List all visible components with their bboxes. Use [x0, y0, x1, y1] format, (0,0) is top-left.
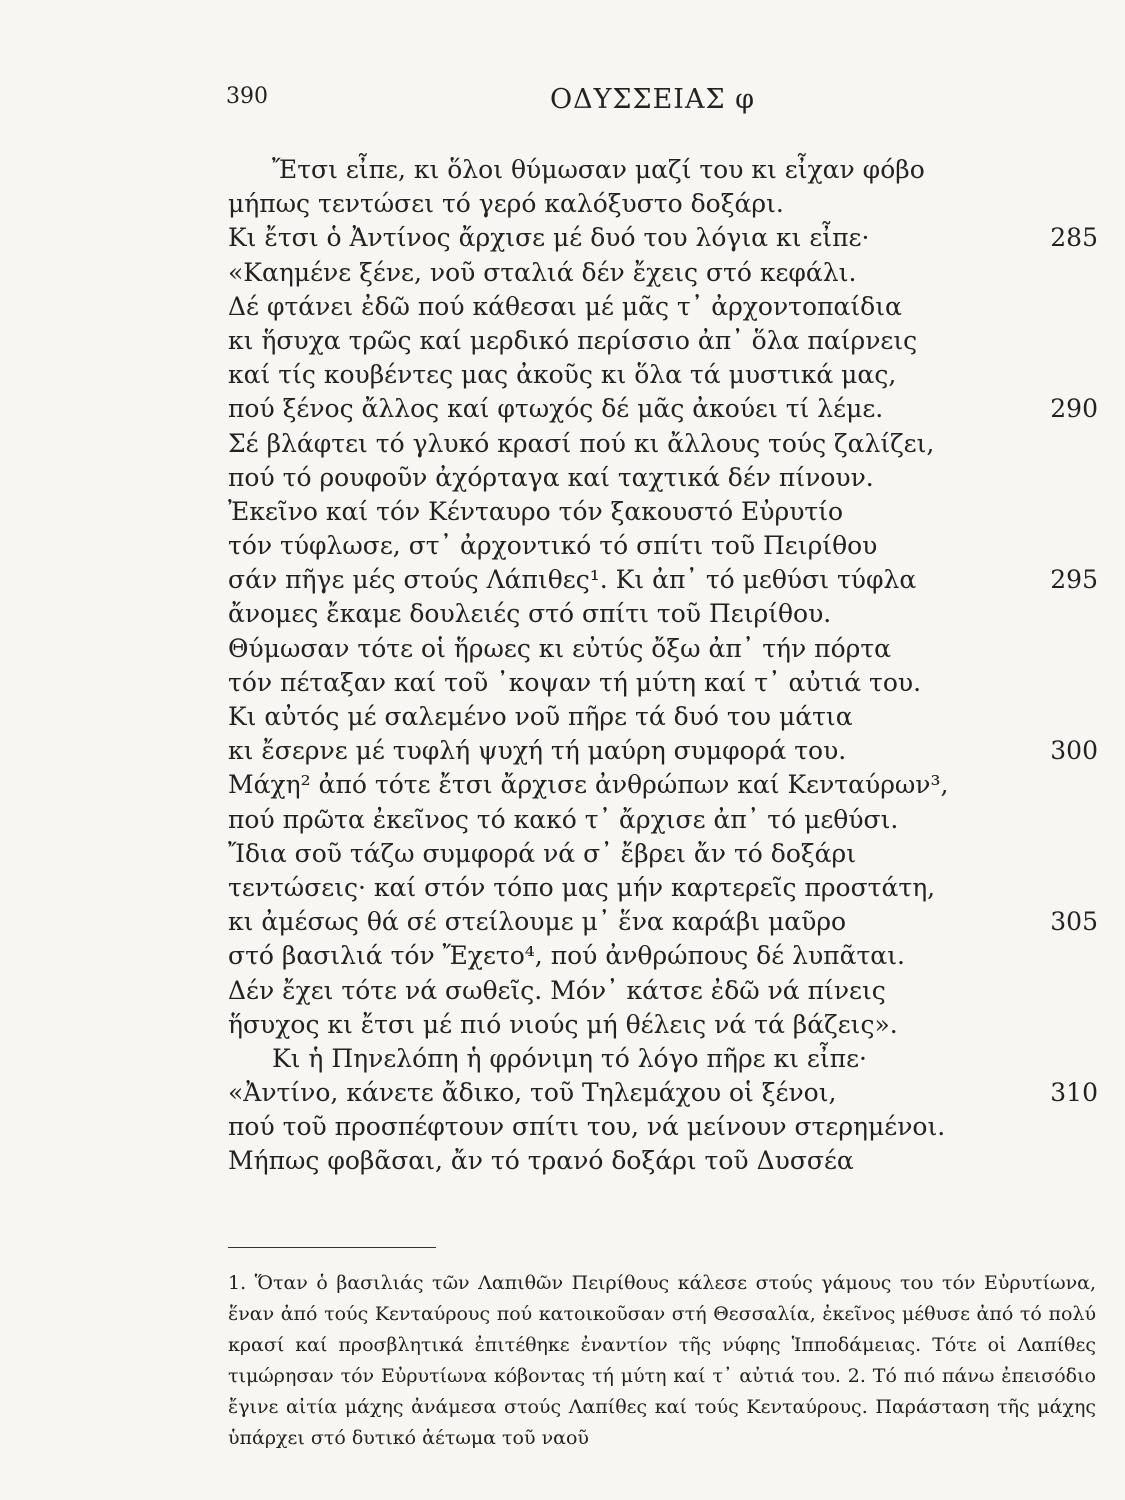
line-number: 290: [1050, 394, 1098, 424]
verse-line: [228, 939, 1098, 973]
verse-text: σάν πῆγε μές στούς Λάπιθες¹. Κι ἀπ᾽ τό μεθύσι τύφλα: [228, 565, 917, 595]
verse-text: Κι ἡ Πηνελόπη ἡ φρόνιμη τό λόγο πῆρε κι εἶπε·: [272, 1043, 868, 1073]
verse-line: [228, 905, 1098, 939]
verse-text: τόν τύφλωσε, στ᾽ ἀρχοντικό τό σπίτι τοῦ Πειρίθου: [228, 531, 878, 561]
verse-line: [228, 427, 1098, 461]
verse-line: [228, 1076, 1098, 1110]
footnote-text: 1. Ὅταν ὁ βασιλιάς τῶν Λαπιθῶν Πειρίθους κάλεσε στούς γάμους του τόν Εὐρυτίωνα, ἕναν ἀπό τούς Κενταύρους πού κατοικοῦσαν στή Θεσσαλία, ἐκεῖνος μέθυσε ἀπό τό πολύ κρασί καί προσβλητικά ἐπιτέθηκε ἐναντίον τῆς νύφης Ἱπποδάμειας. Τότε οἱ Λαπίθες τιμώρησαν τόν Εὐρυτίωνα κόβοντας τή μύτη καί τ᾽ αὐτιά του. 2. Τό πιό πάνω ἐπεισόδιο ἔγινε αἰτία μάχης ἀνάμεσα στούς Λαπίθες καί τούς Κενταύρους. Παράσταση τῆς μάχης ὑπάρχει στό δυτικό ἀέτωμα τοῦ ναοῦ: [228, 1272, 1096, 1449]
verse-text: κι ἀμέσως θά σέ στείλουμε μ᾽ ἕνα καράβι μαῦρο: [228, 907, 847, 937]
verse-line: [228, 1042, 1098, 1076]
verse-text: πού τοῦ προσπέφτουν σπίτι του, νά μείνουν στερημένοι.: [228, 1112, 946, 1142]
verse-line: [228, 461, 1098, 495]
verse-line: [228, 1110, 1098, 1144]
verse-line: [228, 324, 1098, 358]
verse-line: [228, 871, 1098, 905]
verse-text: κι ἥσυχα τρῶς καί μερδικό περίσσιο ἀπ᾽ ὅλα παίρνεις: [228, 325, 918, 355]
verse-line: [228, 597, 1098, 631]
verse-text: πού τό ρουφοῦν ἀχόρταγα καί ταχτικά δέν πίνουν.: [228, 462, 874, 492]
verse-text: κι ἔσερνε μέ τυφλή ψυχή τή μαύρη συμφορά του.: [228, 736, 847, 766]
verse-text: «Καημένε ξένε, νοῦ σταλιά δέν ἔχεις στό κεφάλι.: [228, 257, 857, 287]
verse-line: [228, 256, 1098, 290]
verse-text: ἥσυχος κι ἔτσι μέ πιό νιούς μή θέλεις νά τά βάζεις».: [228, 1009, 898, 1039]
verse-line: [228, 632, 1098, 666]
verse-text: Κι αὐτός μέ σαλεμένο νοῦ πῆρε τά δυό του μάτια: [228, 702, 853, 731]
verse-line: [228, 1144, 1098, 1178]
verse-text: μήπως τεντώσει τό γερό καλόξυστο δοξάρι.: [228, 189, 784, 219]
verse-text: πού πρῶτα ἐκεῖνος τό κακό τ᾽ ἄρχισε ἀπ᾽ τό μεθύσι.: [228, 804, 899, 834]
verse-text: στό βασιλιά τόν Ἔχετο⁴, πού ἀνθρώπους δέ λυπᾶται.: [228, 941, 905, 971]
verse-line: [228, 1008, 1098, 1042]
line-number: 285: [1050, 223, 1098, 253]
verse-line: [228, 290, 1098, 324]
verse-text: Θύμωσαν τότε οἱ ἥρωες κι εὐτύς ὄξω ἀπ᾽ τήν πόρτα: [228, 633, 892, 663]
verse-text: καί τίς κουβέντες μας ἀκοῦς κι ὅλα τά μυστικά μας,: [228, 360, 897, 390]
verse-text: Μήπως φοβᾶσαι, ἄν τό τρανό δοξάρι τοῦ Δυσσέα: [228, 1146, 854, 1176]
verse-text: Ἴδια σοῦ τάζω συμφορά νά σ᾽ ἔβρει ἄν τό δοξάρι: [228, 838, 857, 868]
verse-text: πού ξένος ἄλλος καί φτωχός δέ μᾶς ἀκούει τί λέμε.: [228, 394, 884, 424]
footnote-rule: [228, 1247, 436, 1248]
verse-line: [228, 768, 1098, 802]
verse-text: Ἔτσι εἶπε, κι ὅλοι θύμωσαν μαζί του κι εἶχαν φόβο: [272, 155, 925, 184]
running-title: ΟΔΥΣΣΕΙΑΣ φ: [549, 84, 756, 115]
verse-text: τόν πέταξαν καί τοῦ ᾽κοψαν τή μύτη καί τ᾽ αὐτιά του.: [228, 667, 922, 697]
line-number: 310: [1050, 1078, 1098, 1108]
verse-line: [228, 221, 1098, 255]
verse-line: [228, 563, 1098, 597]
verse-text: Κι ἔτσι ὁ Ἀντίνος ἄρχισε μέ δυό του λόγια κι εἶπε·: [228, 223, 870, 253]
verse-line: [228, 358, 1098, 392]
verse-line: [228, 529, 1098, 563]
verse-text: Δέ φτάνει ἐδῶ πού κάθεσαι μέ μᾶς τ᾽ ἀρχοντοπαίδια: [228, 291, 902, 321]
page-number: 390: [226, 84, 268, 109]
verse-line: [228, 153, 1098, 187]
verse-text: τεντώσεις· καί στόν τόπο μας μήν καρτερεῖς προστάτη,: [228, 872, 936, 902]
verse-text: «Ἀντίνο, κάνετε ἄδικο, τοῦ Τηλεμάχου οἱ ξένοι,: [228, 1078, 837, 1108]
verse-line: [228, 666, 1098, 700]
verse-line: [228, 974, 1098, 1008]
verse-line: [228, 700, 1098, 734]
verse-text: Δέν ἔχει τότε νά σωθεῖς. Μόν᾽ κάτσε ἐδῶ νά πίνεις: [228, 975, 886, 1005]
line-number: 300: [1050, 736, 1098, 766]
verse-line: [228, 734, 1098, 768]
verse-line: [228, 392, 1098, 426]
verse-line: [228, 187, 1098, 221]
verse-line: [228, 495, 1098, 529]
verse-text: Ἐκεῖνο καί τόν Κένταυρο τόν ξακουστό Εὐρυτίο: [228, 496, 844, 526]
verse-text: Μάχη² ἀπό τότε ἔτσι ἄρχισε ἀνθρώπων καί Κενταύρων³,: [228, 770, 949, 800]
line-number: 305: [1050, 907, 1098, 937]
verse-line: [228, 803, 1098, 837]
verse-text: Σέ βλάφτει τό γλυκό κρασί πού κι ἄλλους τούς ζαλίζει,: [228, 428, 935, 458]
verse-line: [228, 837, 1098, 871]
verse-block: [228, 153, 1098, 1179]
line-number: 295: [1050, 565, 1098, 595]
verse-text: ἄνομες ἔκαμε δουλειές στό σπίτι τοῦ Πειρίθου.: [228, 599, 832, 629]
